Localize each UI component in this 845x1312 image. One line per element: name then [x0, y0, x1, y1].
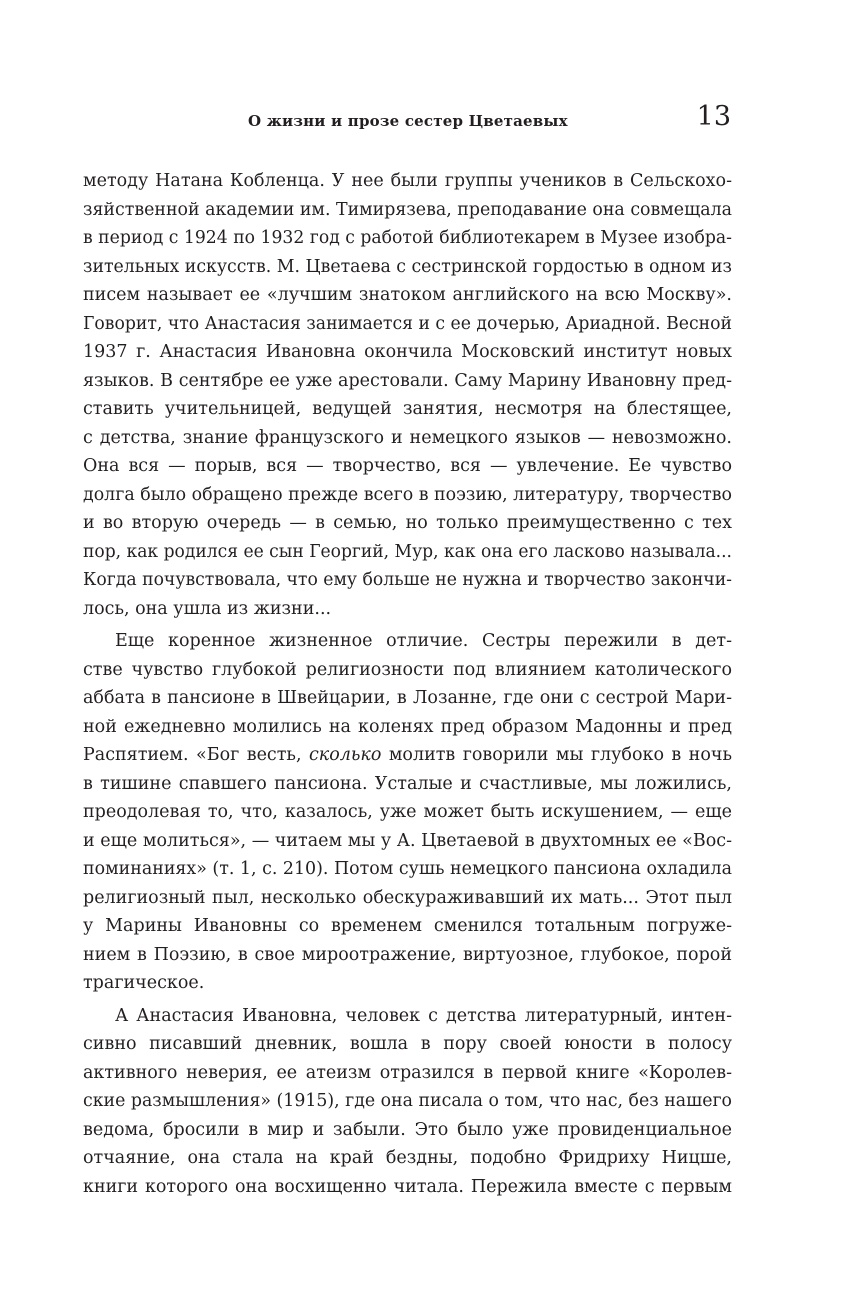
- text-line: аббата в пансионе в Швейцарии, в Лозанне, где они с сестрой Мари-: [83, 688, 732, 708]
- text-line: стве чувство глубокой религиозности под влиянием католического: [83, 659, 732, 680]
- text-line: отчаяние, она стала на край бездны, подобно Фридриху Ницше,: [83, 1148, 732, 1168]
- text-line: зяйственной академии им. Тимирязева, преподавание она совмещала: [83, 199, 732, 220]
- text-line: пор, как родился ее сын Георгий, Мур, как она его ласково называла...: [83, 541, 733, 562]
- text-fragment: Распятием. «Бог весть,: [83, 745, 309, 765]
- text-line: сивно писавший дневник, вошла в пору своей юности в полосу: [83, 1034, 732, 1054]
- running-head-title: О жизни и прозе сестер Цветаевых: [248, 112, 568, 130]
- text-line: Она вся — порыв, вся — творчество, вся — увлечение. Ее чувство: [83, 456, 732, 476]
- text-line: и еще молиться», — читаем мы у А. Цветаевой в двухтомных ее «Вос-: [83, 830, 732, 851]
- text-line: Когда почувствовала, что ему больше не нужна и творчество закончи-: [83, 570, 732, 590]
- text-line: нием в Поэзию, в свое мироотражение, виртуозное, глубокое, порой: [83, 944, 732, 965]
- paragraph-3: [83, 1002, 732, 1202]
- paragraph-2: [83, 627, 732, 998]
- text-line: поминаниях» (т. 1, с. 210). Потом сушь немецкого пансиона охладила: [83, 859, 733, 879]
- text-line-with-italic: [83, 741, 732, 770]
- text-line: активного неверия, ее атеизм отразился в первой книге «Королев-: [83, 1062, 732, 1083]
- text-line: методу Натана Кобленца. У нее были группы учеников в Сельскохо-: [83, 171, 732, 191]
- text-line: ведома, бросили в мир и забыли. Это было уже провиденциальное: [83, 1119, 732, 1140]
- text-line: ские размышления» (1915), где она писала о том, что нас, без нашего: [83, 1091, 732, 1111]
- text-line: писем называет ее «лучшим знатоком английского на всю Москву».: [83, 285, 732, 305]
- text-line: книги которого она восхищенно читала. Пережила вместе с первым: [83, 1176, 732, 1197]
- text-line: с детства, знание французского и немецкого языков — невозможно.: [83, 427, 732, 448]
- text-line: в период с 1924 по 1932 год с работой библиотекарем в Музее изобра-: [83, 228, 732, 248]
- text-line: ставить учительницей, ведущей занятия, несмотря на блестящее,: [83, 399, 732, 419]
- text-line: преодолевая то, что, казалось, уже может быть искушением, — еще: [83, 802, 732, 822]
- body-text: [83, 167, 732, 1201]
- text-line: долга было обращено прежде всего в поэзию, литературу, творчество: [83, 484, 732, 505]
- text-line: у Марины Ивановны со временем сменился тотальным погруже-: [83, 916, 732, 936]
- text-line: зительных искусств. М. Цветаева с сестринской гордостью в одном из: [83, 256, 733, 277]
- text-line: в тишине спавшего пансиона. Усталые и счастливые, мы ложились,: [83, 773, 732, 794]
- text-line: языков. В сентябре ее уже арестовали. Саму Марину Ивановну пред-: [83, 370, 732, 391]
- text-line: и во вторую очередь — в семью, но только преимущественно с тех: [83, 513, 732, 533]
- text-line: 1937 г. Анастасия Ивановна окончила Московский институт новых: [83, 342, 732, 362]
- paragraph-1: [83, 167, 732, 623]
- italic-word: сколько: [308, 745, 382, 765]
- text-fragment: молитв говорили мы глубоко в ночь: [381, 745, 732, 765]
- text-line: трагическое.: [83, 973, 205, 993]
- text-line: Еще коренное жизненное отличие. Сестры пережили в дет-: [115, 631, 732, 651]
- text-line: А Анастасия Ивановна, человек с детства литературный, интен-: [115, 1005, 732, 1026]
- text-line: лось, она ушла из жизни...: [83, 598, 332, 619]
- text-line: ной ежедневно молились на коленях пред образом Мадонны и пред: [83, 716, 732, 737]
- text-line: Говорит, что Анастасия занимается и с ее дочерью, Ариадной. Весной: [83, 313, 732, 334]
- text-line: религиозный пыл, несколько обескураживавший их мать... Этот пыл: [83, 887, 732, 908]
- page-number: 13: [696, 101, 731, 132]
